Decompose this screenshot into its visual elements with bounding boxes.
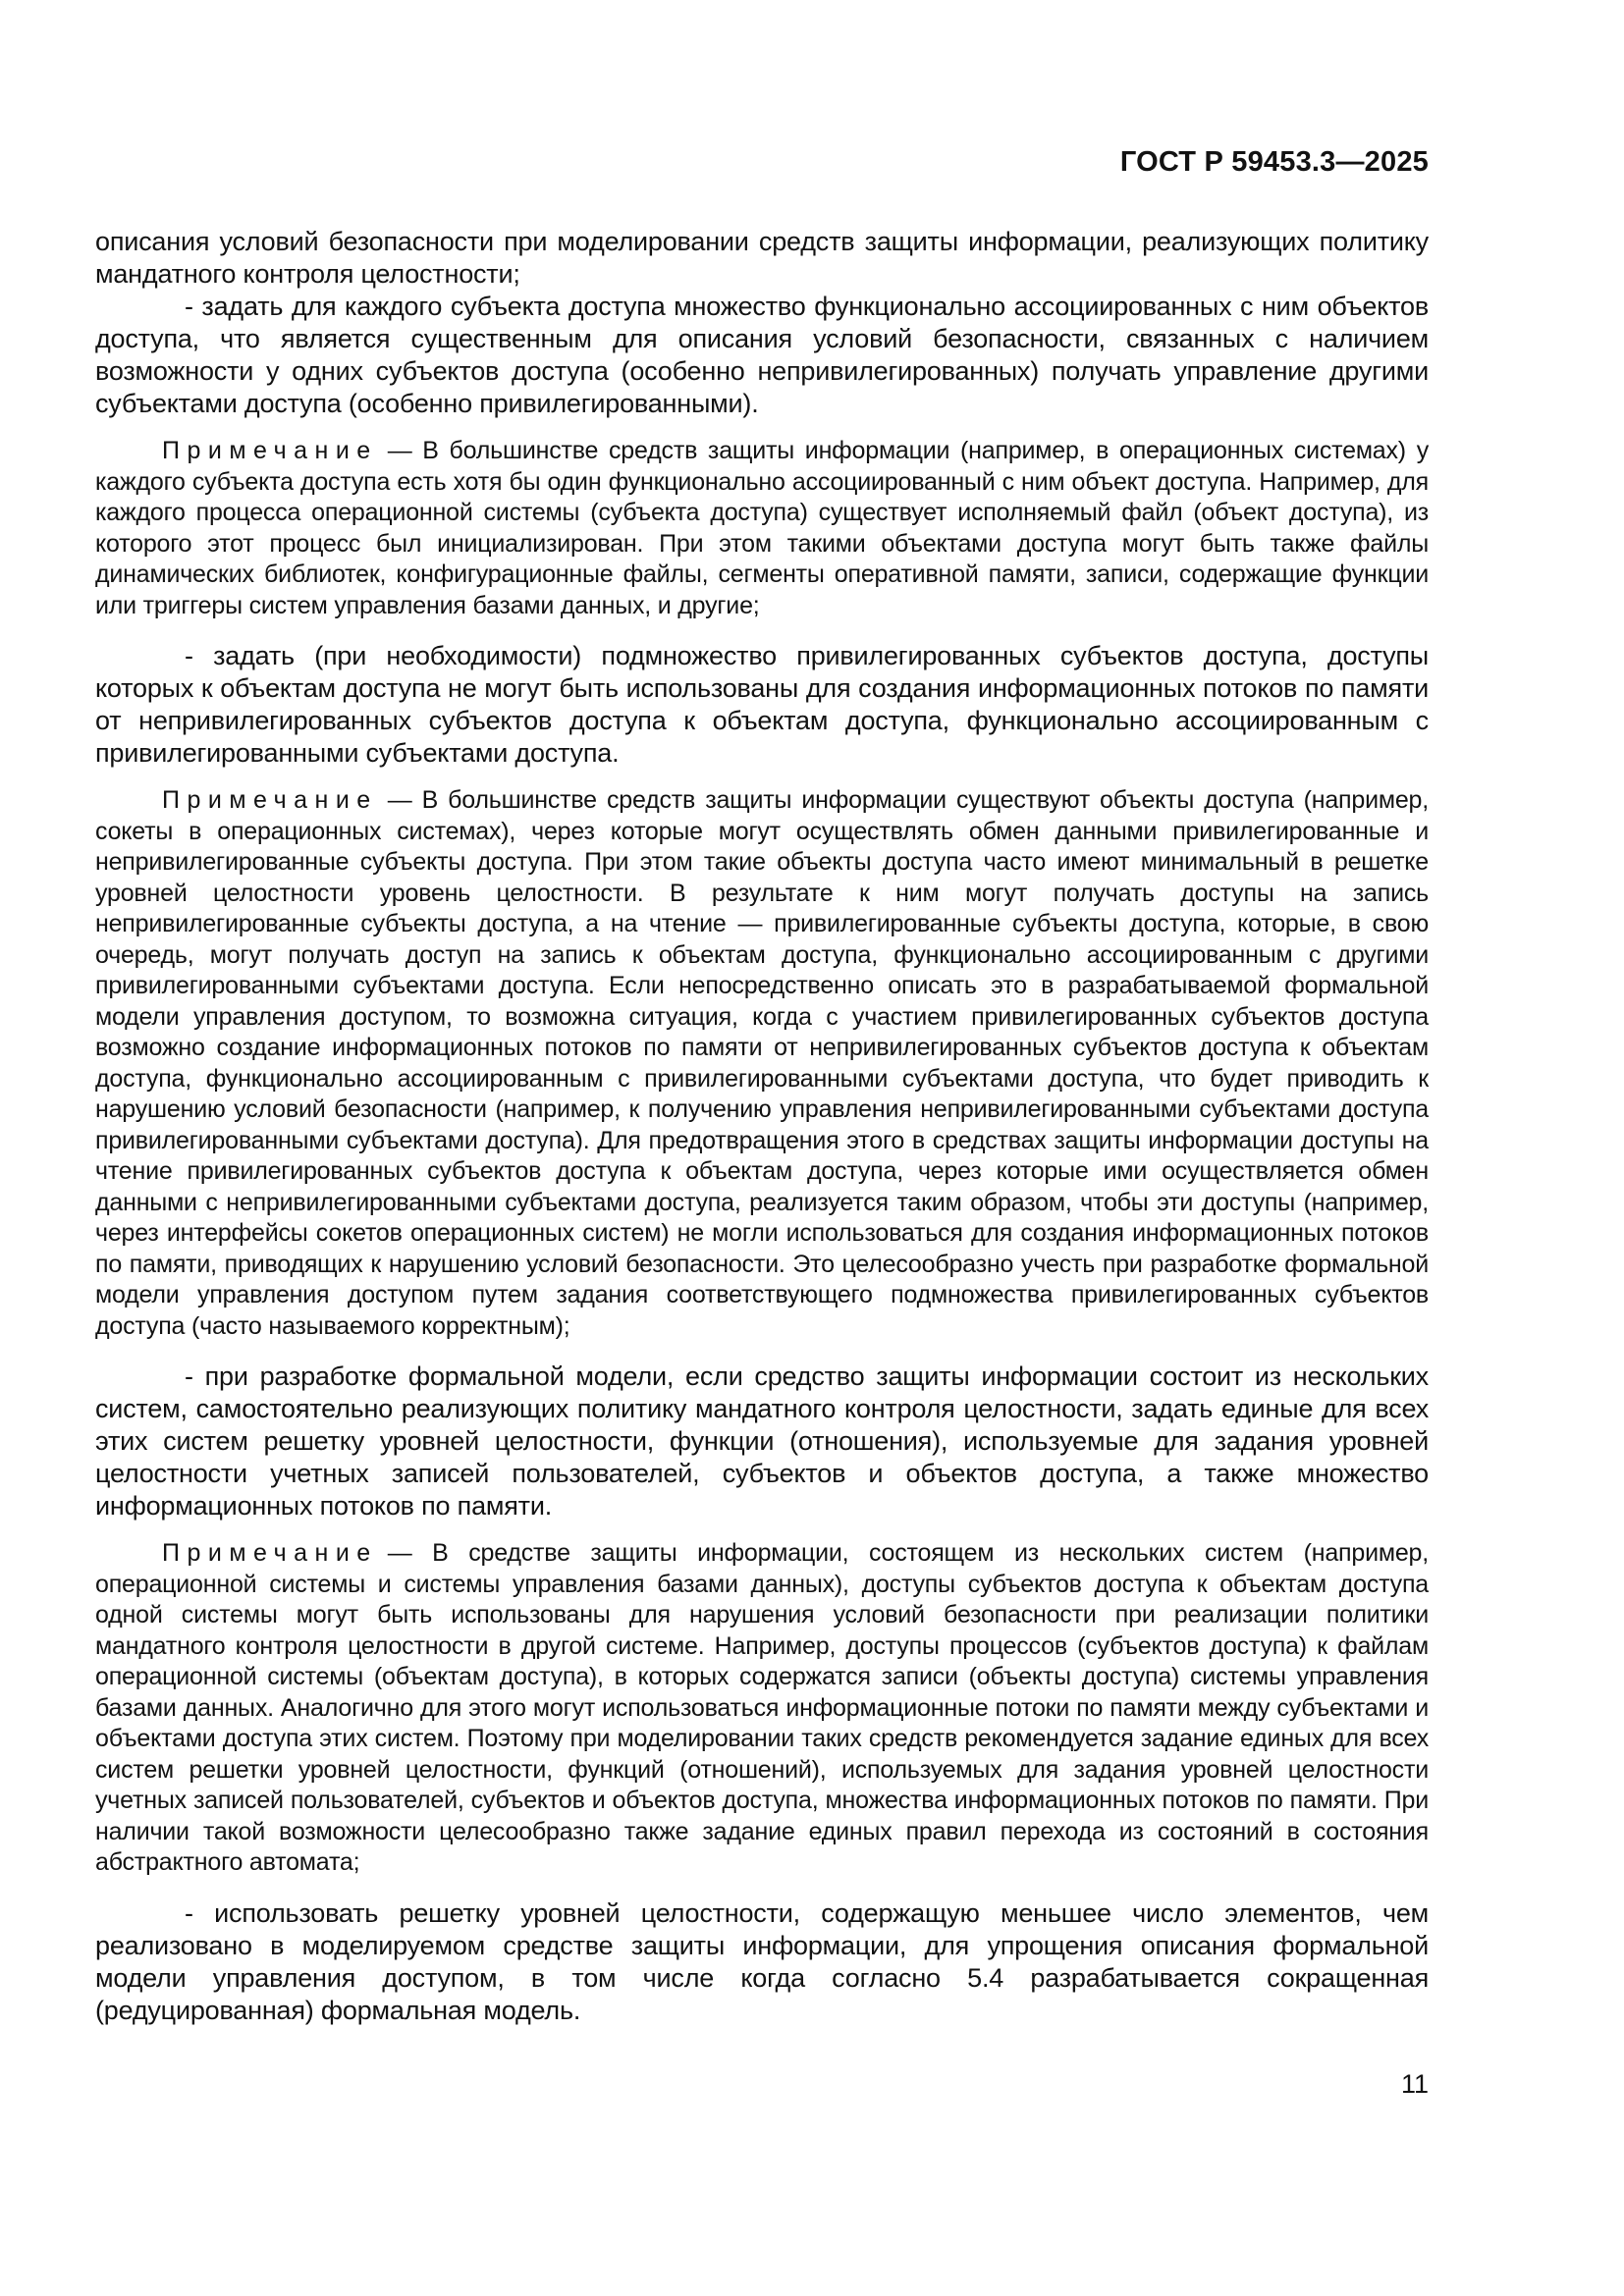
paragraph-list-item: - задать для каждого субъекта доступа множество функционально ассоциированных с ним объектов доступа, что является существенным для описания условий безопасности, связанных с наличием возможности у одних субъектов доступа (особенно непривилегированных) получать управление другими субъектами доступа (особенно привилегированными). <box>95 292 1429 418</box>
note-label: Примечание <box>162 437 378 464</box>
note-label: Примечание <box>162 1539 378 1567</box>
note-text: — В большинстве средств защиты информации существуют объекты доступа (например, сокеты в операционных системах), через которые могут осуществлять обмен данными привилегированные и непривилегированные субъекты доступа. При этом такие объекты доступа часто имеют минимальный в решетке уровней целостности уровень целостности. В результате к ним могут получать доступы на запись непривилегированные субъекты доступа, а на чтение — привилегированные субъекты доступа, которые, в свою очередь, могут получать доступ на запись к объектам доступа, функционально ассоциированным с другими привилегированными субъектами доступа. Если непосредственно описать это в разрабатываемой формальной модели управления доступом, то возможна ситуация, когда с участием привилегированных субъектов доступа возможно создание информационных потоков по памяти от непривилегированных субъектов доступа к объектам доступа, функционально ассоциированным с привилегированными субъектами доступа, что будет приводить к нарушению условий безопасности (например, к получению управления непривилегированными субъектами доступа привилегированными субъектами доступа). Для предотвращения этого в средствах защиты информации доступы на чтение привилегированных субъектов доступа к объектам доступа, через которые ими осуществляется обмен данными с непривилегированными субъектами доступа, реализуется таким образом, чтобы эти доступы (например, через интерфейсы сокетов операционных систем) не могли использоваться для создания информационных потоков по памяти, приводящих к нарушению условий безопасности. Это целесообразно учесть при разработке формальной модели управления доступом путем задания соответствующего подмножества привилегированных субъектов доступа (часто называемого корректным); <box>95 786 1429 1340</box>
document-header-standard-number: ГОСТ Р 59453.3—2025 <box>1119 146 1429 178</box>
page-number: 11 <box>1400 2069 1429 2099</box>
paragraph-list-item: - использовать решетку уровней целостности, содержащую меньшее число элементов, чем реализовано в моделируемом средстве защиты информации, для упрощения описания формальной модели управления доступом, в том числе когда согласно 5.4 разрабатывается сокращенная (редуцированная) формальная модель. <box>95 1897 1429 2025</box>
note-paragraph <box>95 1538 1429 1879</box>
paragraph-continuation: описания условий безопасности при моделировании средств защиты информации, реализующих политику мандатного контроля целостности; <box>95 227 1429 289</box>
note-paragraph <box>95 785 1429 1342</box>
note-text: — В средстве защиты информации, состоящем из нескольких систем (например, операционной системы и системы управления базами данных), доступы субъектов доступа к объектам доступа одной системы могут быть использованы для нарушения условий безопасности при реализации политики мандатного контроля целостности в другой системе. Например, доступы процессов (субъектов доступа) к файлам операционной системы (объектам доступа), в которых содержатся записи (объекты доступа) системы управления базами данных. Аналогично для этого могут использоваться информационные потоки по памяти между субъектами и объектами доступа этих систем. Поэтому при моделировании таких средств рекомендуется задание единых для всех систем решетки уровней целостности, функций (отношений), используемых для задания уровней целостности учетных записей пользователей, субъектов и объектов доступа, множества информационных потоков по памяти. При наличии такой возможности целесообразно также задание единых правил перехода из состояний в состояния абстрактного автомата; <box>95 1539 1429 1876</box>
paragraph-list-item: - задать (при необходимости) подмножество привилегированных субъектов доступа, доступы которых к объектам доступа не могут быть использованы для создания информационных потоков по памяти от непривилегированных субъектов доступа к объектам доступа, функционально ассоциированным с привилегированными субъектами доступа. <box>95 641 1429 768</box>
note-paragraph <box>95 436 1429 621</box>
document-body <box>95 226 1429 2027</box>
note-label: Примечание <box>162 786 378 814</box>
note-text: — В большинстве средств защиты информации (например, в операционных системах) у каждого субъекта доступа есть хотя бы один функционально ассоциированный с ним объект доступа. Например, для каждого процесса операционной системы (субъекта доступа) существует исполняемый файл (объект доступа), из которого этот процесс был инициализирован. При этом такими объектами доступа могут быть также файлы динамических библиотек, конфигурационные файлы, сегменты оперативной памяти, записи, содержащие функции или триггеры систем управления базами данных, и другие; <box>95 437 1429 619</box>
paragraph-list-item: - при разработке формальной модели, если средство защиты информации состоит из нескольких систем, самостоятельно реализующих политику мандатного контроля целостности, задать единые для всех этих систем решетку уровней целостности, функции (отношения), используемые для задания уровней целостности учетных записей пользователей, субъектов и объектов доступа, а также множество информационных потоков по памяти. <box>95 1362 1429 1521</box>
